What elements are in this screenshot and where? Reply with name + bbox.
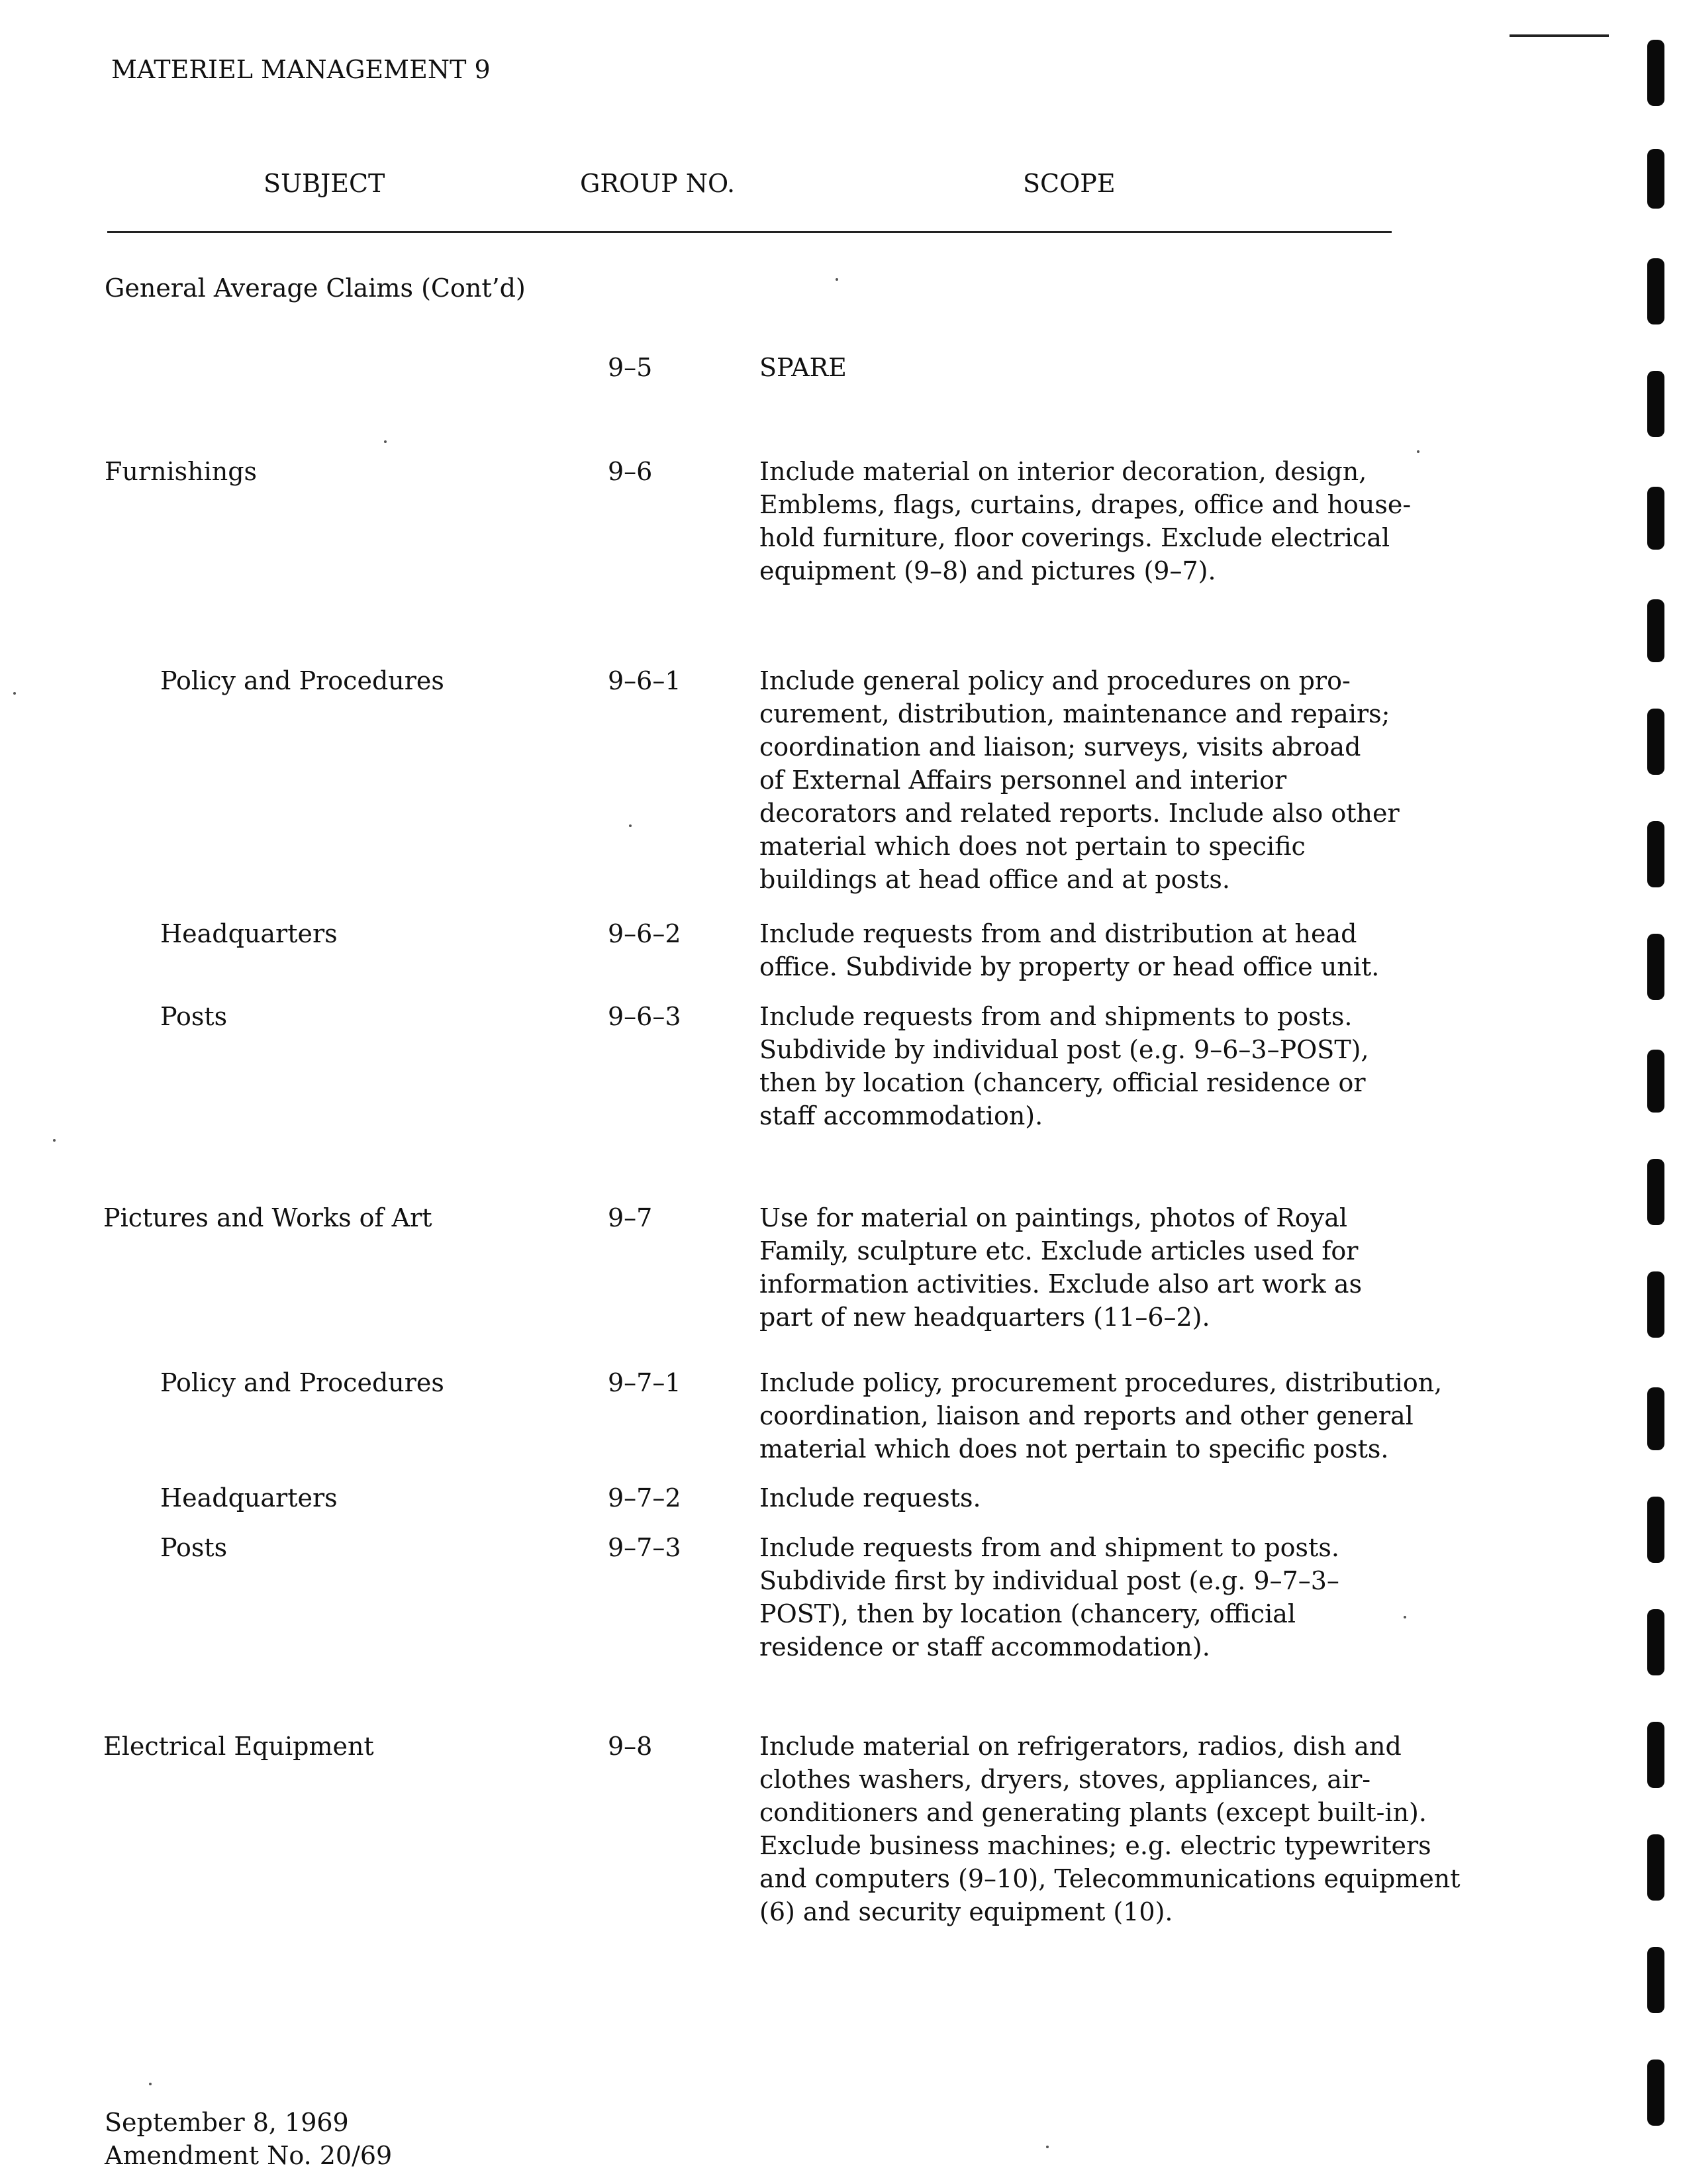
pen-mark [1510, 34, 1609, 37]
binding-mark [1647, 821, 1664, 887]
binding-mark [1647, 40, 1664, 106]
binding-mark [1647, 1722, 1664, 1788]
group-number: 9–5 [608, 353, 653, 382]
scope-text: SPARE [759, 353, 847, 382]
scan-speck [149, 2083, 152, 2085]
scan-speck [1046, 2146, 1049, 2148]
scan-speck [53, 1139, 56, 1142]
group-number: 9–6–3 [608, 1002, 681, 1031]
scope-text: Include requests from and shipments to posts. Subdivide by individual post (e.g. 9–6–3–POST), then by location (chancery, official residence or staff accommodation). [759, 1002, 1369, 1130]
header-rule [107, 231, 1392, 233]
binding-mark [1647, 599, 1664, 662]
scan-speck [13, 692, 16, 695]
subject-heading: Furnishings [105, 457, 258, 486]
subject-heading: Pictures and Works of Art [103, 1203, 432, 1232]
scope-text: Include requests from and distribution at head office. Subdivide by property or head office unit. [759, 919, 1380, 981]
binding-mark [1647, 149, 1664, 209]
scan-speck [836, 278, 838, 281]
binding-mark [1647, 1947, 1664, 2013]
group-number: 9–6 [608, 457, 653, 486]
subject-subheading: Policy and Procedures [160, 1368, 444, 1397]
subject-heading: General Average Claims (Cont’d) [105, 273, 526, 303]
scope-text: Include material on interior decoration, design, Emblems, flags, curtains, drapes, office and house- hold furniture, floor coverings. Exclude electrical equipment (9–8) and pictures (9–7). [759, 457, 1412, 585]
subject-subheading: Headquarters [160, 1483, 338, 1513]
binding-mark [1647, 1050, 1664, 1113]
subject-subheading: Policy and Procedures [160, 666, 444, 695]
group-number: 9–7–2 [608, 1483, 681, 1513]
binding-mark [1647, 1497, 1664, 1563]
subject-column-header: SUBJECT [264, 169, 385, 198]
scope-column-header: SCOPE [1023, 169, 1116, 198]
subject-subheading: Posts [160, 1002, 228, 1031]
group-number: 9–7–1 [608, 1368, 681, 1397]
scope-text: Include general policy and procedures on pro- curement, distribution, maintenance and repairs; coordination and liaison; surveys, visits abroad of External Affairs personnel and interior decorators and related reports. Include also other material which does not pertain to specific buildings at head office and at posts. [759, 666, 1400, 894]
scope-text: Include requests. [759, 1483, 981, 1513]
binding-mark [1647, 1387, 1664, 1450]
scan-speck [1404, 1616, 1406, 1618]
group-number: 9–7–3 [608, 1533, 681, 1562]
scan-speck [1417, 450, 1419, 453]
group-number: 9–6–2 [608, 919, 681, 948]
footer-date: September 8, 1969 [105, 2108, 349, 2137]
binding-mark [1647, 487, 1664, 550]
binding-mark [1647, 1271, 1664, 1338]
binding-mark [1647, 1834, 1664, 1901]
binding-mark [1647, 1609, 1664, 1675]
footer-amendment: Amendment No. 20/69 [105, 2141, 393, 2170]
group-number: 9–8 [608, 1732, 653, 1761]
scan-speck [384, 440, 387, 443]
subject-subheading: Headquarters [160, 919, 338, 948]
binding-mark [1647, 934, 1664, 1000]
group-number: 9–7 [608, 1203, 653, 1232]
binding-mark [1647, 258, 1664, 324]
scope-text: Use for material on paintings, photos of Royal Family, sculpture etc. Exclude articles used for information activities. Exclude also art work as part of new headquarters (11–6–2). [759, 1203, 1363, 1332]
binding-mark [1647, 1159, 1664, 1225]
scope-text: Include policy, procurement procedures, distribution, coordination, liaison and reports and other general material which does not pertain to specific posts. [759, 1368, 1443, 1464]
scope-text: Include requests from and shipment to posts. Subdivide first by individual post (e.g. 9–7–3– POST), then by location (chancery, official residence or staff accommodation). [759, 1533, 1339, 1662]
page-title: MATERIEL MANAGEMENT 9 [111, 55, 491, 84]
scope-text: Include material on refrigerators, radios, dish and clothes washers, dryers, stoves, appliances, air- conditioners and generating plants (except built-in). Exclude business machines; e.g. electric typewriters and computers (9–10), Telecommunications equipment (6) and security equipment (10). [759, 1732, 1461, 1926]
subject-subheading: Posts [160, 1533, 228, 1562]
binding-mark [1647, 2060, 1664, 2126]
group-number: 9–6–1 [608, 666, 681, 695]
binding-mark [1647, 709, 1664, 775]
binding-mark [1647, 371, 1664, 437]
group-column-header: GROUP NO. [580, 169, 736, 198]
scan-speck [629, 824, 632, 827]
subject-heading: Electrical Equipment [103, 1732, 374, 1761]
